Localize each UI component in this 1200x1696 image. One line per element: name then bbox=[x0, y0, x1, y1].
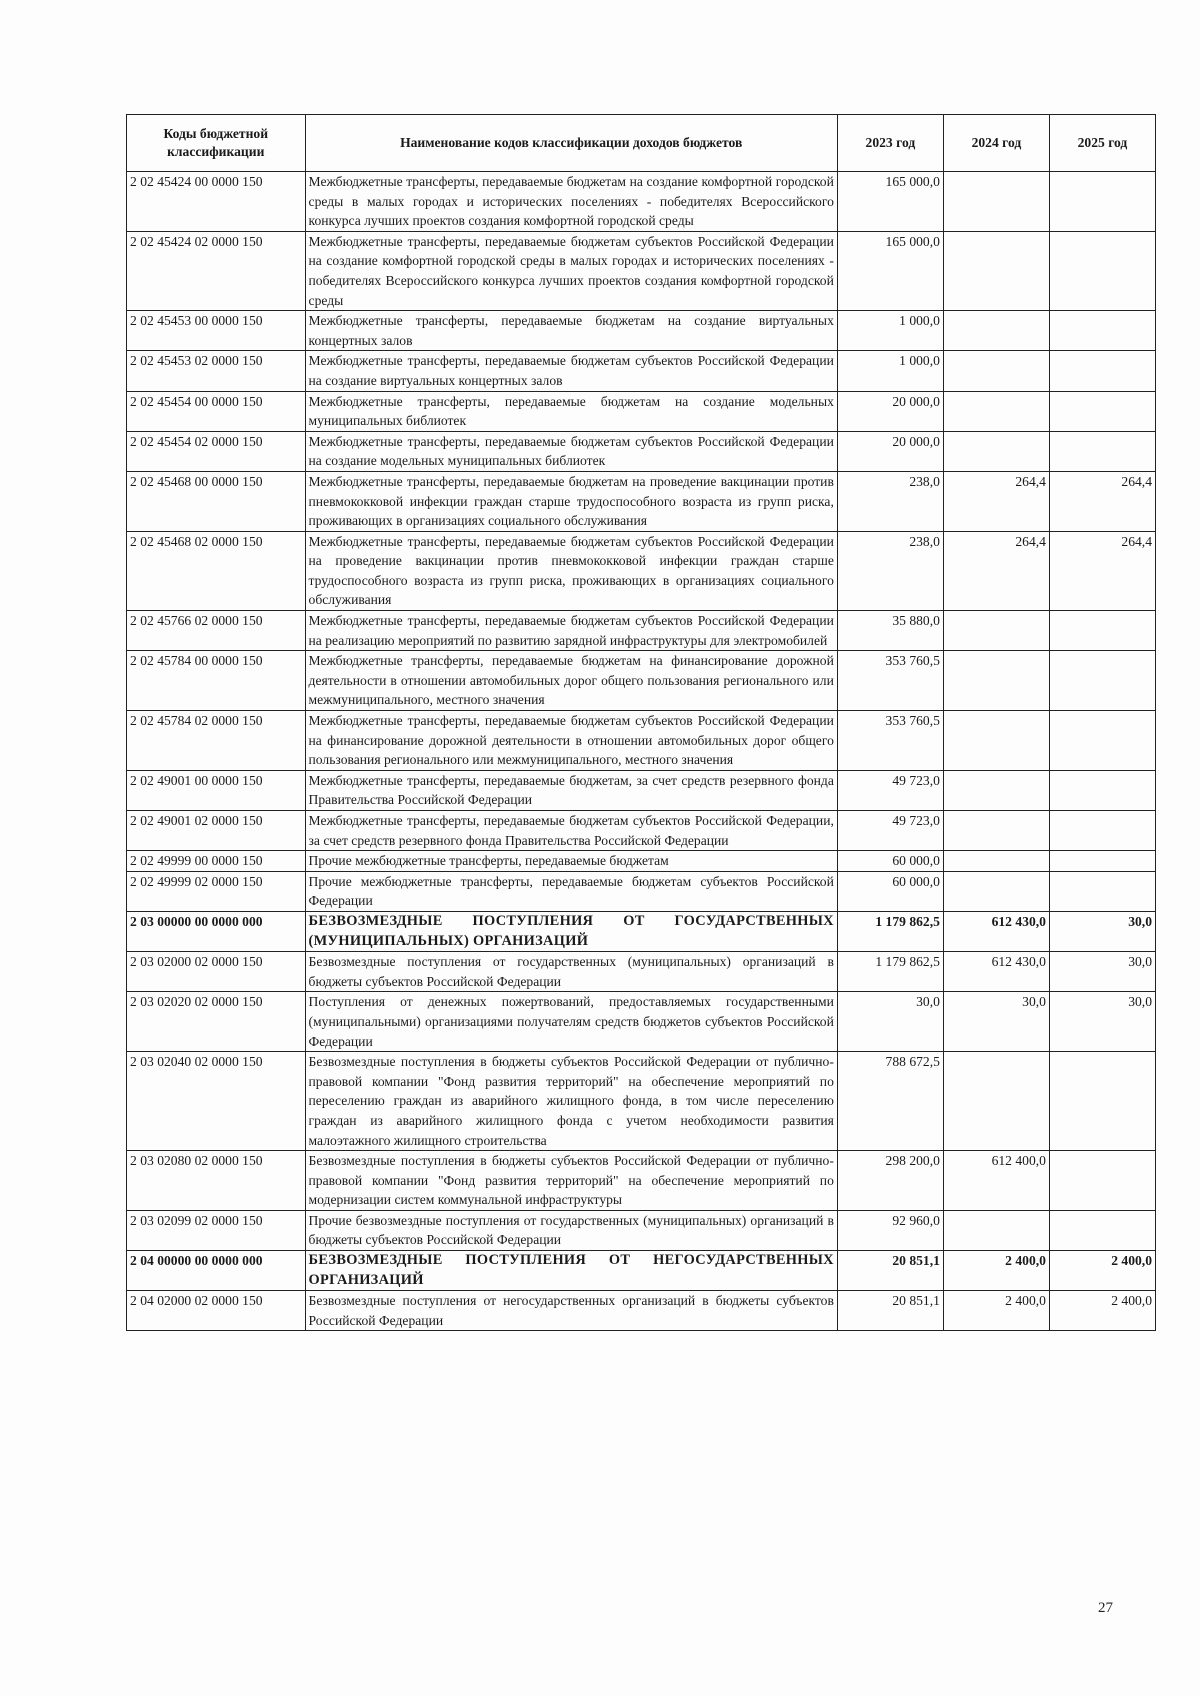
table-row bbox=[127, 351, 1156, 391]
value-2025-cell bbox=[1049, 811, 1155, 851]
value-2023-cell: 60 000,0 bbox=[837, 871, 943, 911]
table-row bbox=[127, 311, 1156, 351]
value-2024-cell bbox=[943, 231, 1049, 310]
value-2025-cell: 2 400,0 bbox=[1049, 1251, 1155, 1291]
table-row bbox=[127, 431, 1156, 471]
value-2023-cell: 238,0 bbox=[837, 531, 943, 610]
code-cell: 2 02 45766 02 0000 150 bbox=[127, 611, 306, 651]
value-2023-cell: 1 179 862,5 bbox=[837, 952, 943, 992]
code-cell: 2 02 45424 00 0000 150 bbox=[127, 172, 306, 232]
table-row bbox=[127, 651, 1156, 711]
value-2023-cell: 788 672,5 bbox=[837, 1052, 943, 1151]
value-2023-cell: 20 000,0 bbox=[837, 391, 943, 431]
value-2025-cell bbox=[1049, 651, 1155, 711]
table-row bbox=[127, 531, 1156, 610]
value-2025-cell bbox=[1049, 351, 1155, 391]
value-2023-cell: 1 000,0 bbox=[837, 311, 943, 351]
code-cell: 2 02 45454 02 0000 150 bbox=[127, 431, 306, 471]
value-2023-cell: 353 760,5 bbox=[837, 651, 943, 711]
value-2024-cell bbox=[943, 811, 1049, 851]
code-cell: 2 02 45453 00 0000 150 bbox=[127, 311, 306, 351]
value-2024-cell bbox=[943, 651, 1049, 711]
value-2023-cell: 60 000,0 bbox=[837, 851, 943, 872]
value-2023-cell: 92 960,0 bbox=[837, 1210, 943, 1250]
name-cell: Межбюджетные трансферты, передаваемые бюджетам субъектов Российской Федерации на создание модельных муниципальных библиотек bbox=[305, 431, 837, 471]
table-row bbox=[127, 611, 1156, 651]
name-cell: Безвозмездные поступления от государственных (муниципальных) организаций в бюджеты субъектов Российской Федерации bbox=[305, 952, 837, 992]
budget-revenue-table bbox=[126, 114, 1156, 1331]
value-2023-cell: 238,0 bbox=[837, 471, 943, 531]
name-cell: Прочие межбюджетные трансферты, передаваемые бюджетам bbox=[305, 851, 837, 872]
code-cell: 2 03 00000 00 0000 000 bbox=[127, 911, 306, 951]
value-2025-cell: 264,4 bbox=[1049, 471, 1155, 531]
name-cell: Межбюджетные трансферты, передаваемые бюджетам на создание комфортной городской среды в малых городах и исторических поселениях - победителях Всероссийского конкурса лучших проектов создания комфортной городской среды bbox=[305, 172, 837, 232]
name-cell: Межбюджетные трансферты, передаваемые бюджетам на создание модельных муниципальных библиотек bbox=[305, 391, 837, 431]
table-row bbox=[127, 811, 1156, 851]
table-row bbox=[127, 711, 1156, 771]
table-header-row bbox=[127, 115, 1156, 172]
value-2023-cell: 165 000,0 bbox=[837, 231, 943, 310]
value-2025-cell bbox=[1049, 1052, 1155, 1151]
code-cell: 2 03 02099 02 0000 150 bbox=[127, 1210, 306, 1250]
value-2024-cell: 612 430,0 bbox=[943, 952, 1049, 992]
name-cell: Межбюджетные трансферты, передаваемые бюджетам субъектов Российской Федерации на финансирование дорожной деятельности в отношении автомобильных дорог общего пользования регионального или межмуниципального, местного значения bbox=[305, 711, 837, 771]
table-row bbox=[127, 992, 1156, 1052]
value-2024-cell bbox=[943, 871, 1049, 911]
value-2025-cell bbox=[1049, 1151, 1155, 1211]
code-cell: 2 03 02040 02 0000 150 bbox=[127, 1052, 306, 1151]
value-2023-cell: 20 000,0 bbox=[837, 431, 943, 471]
code-cell: 2 02 45784 02 0000 150 bbox=[127, 711, 306, 771]
table-row bbox=[127, 770, 1156, 810]
code-cell: 2 02 45454 00 0000 150 bbox=[127, 391, 306, 431]
table-row bbox=[127, 1210, 1156, 1250]
code-cell: 2 04 02000 02 0000 150 bbox=[127, 1291, 306, 1331]
value-2023-cell: 35 880,0 bbox=[837, 611, 943, 651]
code-cell: 2 04 00000 00 0000 000 bbox=[127, 1251, 306, 1291]
table-row bbox=[127, 172, 1156, 232]
value-2024-cell: 2 400,0 bbox=[943, 1251, 1049, 1291]
value-2025-cell bbox=[1049, 711, 1155, 771]
value-2024-cell: 612 400,0 bbox=[943, 1151, 1049, 1211]
name-cell: Прочие безвозмездные поступления от государственных (муниципальных) организаций в бюджеты субъектов Российской Федерации bbox=[305, 1210, 837, 1250]
name-cell: Поступления от денежных пожертвований, предоставляемых государственными (муниципальными) организациями получателям средств бюджетов субъектов Российской Федерации bbox=[305, 992, 837, 1052]
value-2024-cell: 2 400,0 bbox=[943, 1291, 1049, 1331]
value-2024-cell bbox=[943, 391, 1049, 431]
value-2025-cell bbox=[1049, 231, 1155, 310]
value-2023-cell: 298 200,0 bbox=[837, 1151, 943, 1211]
table-row bbox=[127, 1251, 1156, 1291]
header-codes: Коды бюджетной классификации bbox=[127, 115, 306, 172]
value-2024-cell: 264,4 bbox=[943, 471, 1049, 531]
name-cell: Межбюджетные трансферты, передаваемые бюджетам на финансирование дорожной деятельности в отношении автомобильных дорог общего пользования регионального или межмуниципального, местного значения bbox=[305, 651, 837, 711]
table-row bbox=[127, 851, 1156, 872]
code-cell: 2 02 45424 02 0000 150 bbox=[127, 231, 306, 310]
value-2025-cell bbox=[1049, 871, 1155, 911]
value-2025-cell bbox=[1049, 311, 1155, 351]
table-row bbox=[127, 1052, 1156, 1151]
name-cell: Межбюджетные трансферты, передаваемые бюджетам субъектов Российской Федерации на создание комфортной городской среды в малых городах и исторических поселениях - победителях Всероссийского конкурса лучших проектов создания комфортной городской среды bbox=[305, 231, 837, 310]
code-cell: 2 02 49001 02 0000 150 bbox=[127, 811, 306, 851]
value-2024-cell bbox=[943, 311, 1049, 351]
value-2025-cell bbox=[1049, 391, 1155, 431]
header-name: Наименование кодов классификации доходов бюджетов bbox=[305, 115, 837, 172]
value-2024-cell bbox=[943, 611, 1049, 651]
value-2023-cell: 165 000,0 bbox=[837, 172, 943, 232]
table-row bbox=[127, 1151, 1156, 1211]
table-body bbox=[127, 172, 1156, 1331]
name-cell: Безвозмездные поступления в бюджеты субъектов Российской Федерации от публично-правовой компании "Фонд развития территорий" на обеспечение мероприятий по модернизации систем коммунальной инфраструктуры bbox=[305, 1151, 837, 1211]
name-cell: БЕЗВОЗМЕЗДНЫЕ ПОСТУПЛЕНИЯ ОТ НЕГОСУДАРСТВЕННЫХ ОРГАНИЗАЦИЙ bbox=[305, 1251, 837, 1291]
value-2024-cell bbox=[943, 770, 1049, 810]
name-cell: Межбюджетные трансферты, передаваемые бюджетам на проведение вакцинации против пневмококковой инфекции граждан старше трудоспособного возраста из групп риска, проживающих в организациях социального обслуживания bbox=[305, 471, 837, 531]
value-2025-cell bbox=[1049, 172, 1155, 232]
header-2023: 2023 год bbox=[837, 115, 943, 172]
table-row bbox=[127, 391, 1156, 431]
value-2023-cell: 20 851,1 bbox=[837, 1251, 943, 1291]
value-2025-cell bbox=[1049, 851, 1155, 872]
table-row bbox=[127, 871, 1156, 911]
value-2023-cell: 49 723,0 bbox=[837, 811, 943, 851]
name-cell: Прочие межбюджетные трансферты, передаваемые бюджетам субъектов Российской Федерации bbox=[305, 871, 837, 911]
value-2024-cell bbox=[943, 711, 1049, 771]
header-2024: 2024 год bbox=[943, 115, 1049, 172]
value-2024-cell: 612 430,0 bbox=[943, 911, 1049, 951]
name-cell: Межбюджетные трансферты, передаваемые бюджетам субъектов Российской Федерации, за счет средств резервного фонда Правительства Российской Федерации bbox=[305, 811, 837, 851]
value-2025-cell: 2 400,0 bbox=[1049, 1291, 1155, 1331]
page-number: 27 bbox=[1098, 1600, 1113, 1616]
value-2023-cell: 20 851,1 bbox=[837, 1291, 943, 1331]
value-2025-cell bbox=[1049, 431, 1155, 471]
code-cell: 2 02 49001 00 0000 150 bbox=[127, 770, 306, 810]
value-2023-cell: 49 723,0 bbox=[837, 770, 943, 810]
value-2024-cell: 30,0 bbox=[943, 992, 1049, 1052]
name-cell: Межбюджетные трансферты, передаваемые бюджетам, за счет средств резервного фонда Правительства Российской Федерации bbox=[305, 770, 837, 810]
name-cell: Межбюджетные трансферты, передаваемые бюджетам субъектов Российской Федерации на реализацию мероприятий по развитию зарядной инфраструктуры для электромобилей bbox=[305, 611, 837, 651]
code-cell: 2 02 45453 02 0000 150 bbox=[127, 351, 306, 391]
value-2024-cell bbox=[943, 1210, 1049, 1250]
value-2024-cell bbox=[943, 172, 1049, 232]
table-row bbox=[127, 1291, 1156, 1331]
name-cell: Безвозмездные поступления от негосударственных организаций в бюджеты субъектов Российской Федерации bbox=[305, 1291, 837, 1331]
value-2025-cell: 30,0 bbox=[1049, 992, 1155, 1052]
code-cell: 2 02 45468 02 0000 150 bbox=[127, 531, 306, 610]
code-cell: 2 02 49999 00 0000 150 bbox=[127, 851, 306, 872]
value-2023-cell: 353 760,5 bbox=[837, 711, 943, 771]
value-2025-cell: 264,4 bbox=[1049, 531, 1155, 610]
table-row bbox=[127, 911, 1156, 951]
code-cell: 2 03 02080 02 0000 150 bbox=[127, 1151, 306, 1211]
value-2024-cell: 264,4 bbox=[943, 531, 1049, 610]
value-2024-cell bbox=[943, 431, 1049, 471]
value-2025-cell bbox=[1049, 770, 1155, 810]
name-cell: Безвозмездные поступления в бюджеты субъектов Российской Федерации от публично-правовой компании "Фонд развития территорий" на обеспечение мероприятий по переселению граждан из аварийного жилищного фонда, в том числе переселению граждан из аварийного жилищного фонда с учетом необходимости развития малоэтажного жилищного строительства bbox=[305, 1052, 837, 1151]
value-2025-cell: 30,0 bbox=[1049, 952, 1155, 992]
code-cell: 2 02 45468 00 0000 150 bbox=[127, 471, 306, 531]
value-2025-cell bbox=[1049, 611, 1155, 651]
value-2023-cell: 1 000,0 bbox=[837, 351, 943, 391]
code-cell: 2 02 45784 00 0000 150 bbox=[127, 651, 306, 711]
value-2023-cell: 30,0 bbox=[837, 992, 943, 1052]
value-2025-cell bbox=[1049, 1210, 1155, 1250]
name-cell: Межбюджетные трансферты, передаваемые бюджетам на создание виртуальных концертных залов bbox=[305, 311, 837, 351]
value-2024-cell bbox=[943, 1052, 1049, 1151]
header-2025: 2025 год bbox=[1049, 115, 1155, 172]
name-cell: Межбюджетные трансферты, передаваемые бюджетам субъектов Российской Федерации на проведение вакцинации против пневмококковой инфекции граждан старше трудоспособного возраста из групп риска, проживающих в организациях социального обслуживания bbox=[305, 531, 837, 610]
value-2023-cell: 1 179 862,5 bbox=[837, 911, 943, 951]
code-cell: 2 03 02000 02 0000 150 bbox=[127, 952, 306, 992]
value-2025-cell: 30,0 bbox=[1049, 911, 1155, 951]
name-cell: БЕЗВОЗМЕЗДНЫЕ ПОСТУПЛЕНИЯ ОТ ГОСУДАРСТВЕННЫХ (МУНИЦИПАЛЬНЫХ) ОРГАНИЗАЦИЙ bbox=[305, 911, 837, 951]
table-row bbox=[127, 952, 1156, 992]
value-2024-cell bbox=[943, 351, 1049, 391]
table-row bbox=[127, 471, 1156, 531]
value-2024-cell bbox=[943, 851, 1049, 872]
name-cell: Межбюджетные трансферты, передаваемые бюджетам субъектов Российской Федерации на создание виртуальных концертных залов bbox=[305, 351, 837, 391]
table-row bbox=[127, 231, 1156, 310]
code-cell: 2 03 02020 02 0000 150 bbox=[127, 992, 306, 1052]
code-cell: 2 02 49999 02 0000 150 bbox=[127, 871, 306, 911]
